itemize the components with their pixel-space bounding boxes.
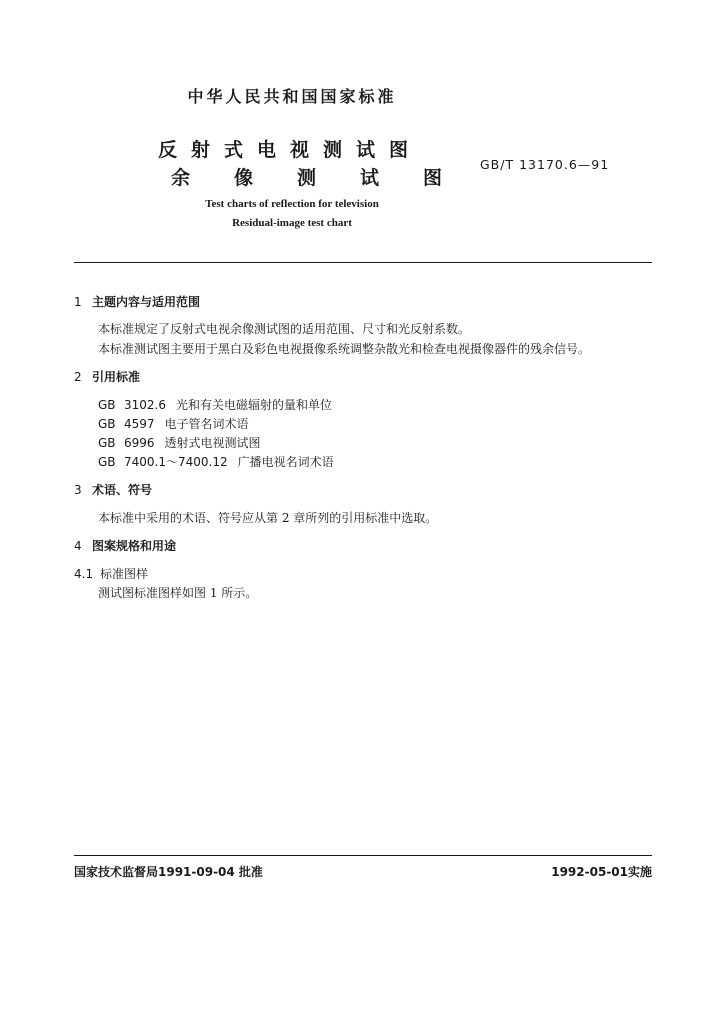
section-1-heading	[74, 293, 200, 310]
reference-item	[98, 453, 334, 470]
standard-number: GB/T 13170.6—91	[480, 157, 610, 172]
section-3-number: 3	[74, 483, 82, 497]
national-standard-heading: 中华人民共和国国家标准	[187, 87, 397, 106]
section-4-heading	[74, 537, 176, 554]
section-3-title: 术语、符号	[92, 483, 153, 497]
section-3-paragraph-1: 本标准中采用的术语、符号应从第 2 章所列的引用标准中选取。	[98, 511, 438, 525]
section-2-title: 引用标准	[92, 370, 141, 384]
section-4-title: 图案规格和用途	[92, 539, 177, 553]
english-title-1: Test charts of reflection for television	[205, 198, 379, 210]
section-1-number: 1	[74, 295, 82, 309]
subsection-4-1-title: 标准图样	[100, 567, 149, 581]
section-2-heading	[74, 368, 140, 385]
subsection-4-1-number: 4.1	[74, 567, 94, 581]
reference-name: 电子管名词术语	[164, 417, 249, 431]
section-2-number: 2	[74, 370, 82, 384]
reference-item	[98, 415, 249, 432]
english-title-2: Residual-image test chart	[232, 217, 352, 229]
reference-number: 4597	[124, 417, 155, 431]
section-1-title: 主题内容与适用范围	[92, 295, 201, 309]
section-4-number: 4	[74, 539, 82, 553]
subsection-4-1-heading	[74, 565, 148, 582]
section-1-paragraph-1: 本标准规定了反射式电视余像测试图的适用范围、尺寸和光反射系数。	[98, 322, 471, 336]
section-3-heading	[74, 481, 152, 498]
approval-date: 国家技术监督局1991-09-04 批准	[74, 865, 263, 879]
header-divider	[74, 262, 652, 263]
section-1-paragraph-2: 本标准测试图主要用于黑白及彩色电视摄像系统调整杂散光和检查电视摄像器件的残余信号。	[98, 342, 591, 356]
reference-code: GB	[98, 398, 116, 412]
reference-number: 6996	[124, 436, 155, 450]
subsection-4-1-paragraph-1: 测试图标准图样如图 1 所示。	[98, 586, 258, 600]
title-line-2: 余像测试图	[171, 167, 487, 189]
reference-item	[98, 396, 332, 413]
reference-code: GB	[98, 455, 116, 469]
reference-number: 7400.1～7400.12	[124, 455, 228, 469]
implementation-date: 1992-05-01实施	[551, 865, 652, 879]
reference-name: 光和有关电磁辐射的量和单位	[176, 398, 333, 412]
reference-number: 3102.6	[124, 398, 166, 412]
title-line-1: 反射式电视测试图	[158, 139, 423, 161]
footer-divider	[74, 855, 652, 856]
reference-name: 广播电视名词术语	[237, 455, 334, 469]
reference-code: GB	[98, 417, 116, 431]
reference-code: GB	[98, 436, 116, 450]
reference-item	[98, 434, 261, 451]
reference-name: 透射式电视测试图	[164, 436, 261, 450]
